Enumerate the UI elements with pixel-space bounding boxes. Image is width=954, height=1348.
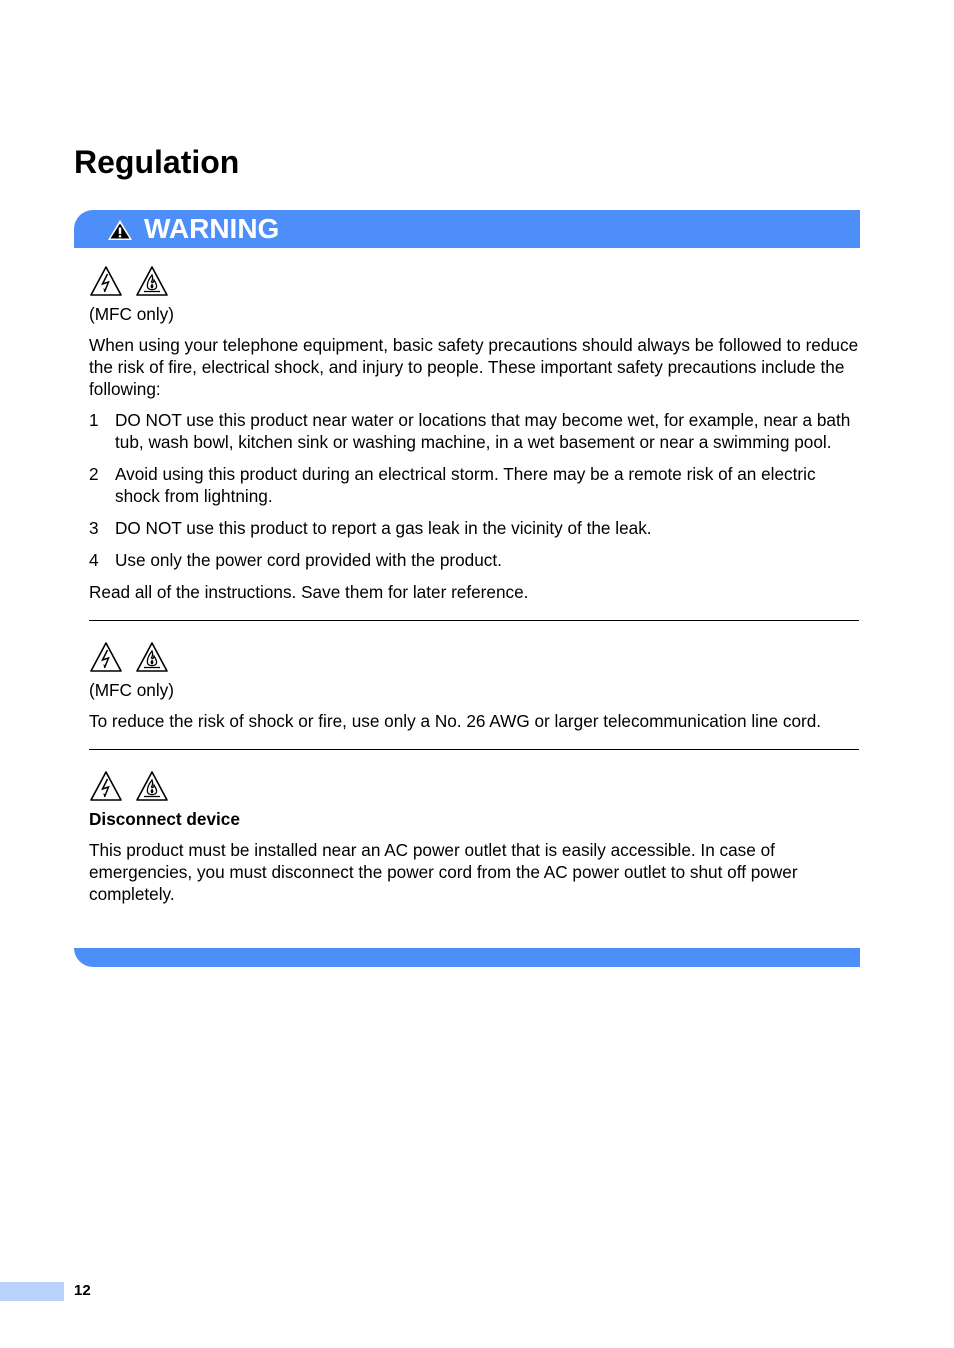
warning-section-3 xyxy=(89,770,859,905)
hazard-icons xyxy=(89,265,859,297)
safety-precautions-list xyxy=(89,409,859,571)
list-item-text: DO NOT use this product to report a gas leak in the vicinity of the leak. xyxy=(115,518,652,538)
list-item xyxy=(89,409,859,453)
list-item-number: 2 xyxy=(89,464,99,484)
list-item-number: 4 xyxy=(89,550,99,570)
list-item xyxy=(89,549,859,571)
list-item-text: Avoid using this product during an electrical storm. There may be a remote risk of an electric shock from lightning. xyxy=(115,464,816,506)
page-number: 12 xyxy=(74,1282,91,1299)
warning-banner xyxy=(74,210,860,248)
mfc-only-note: (MFC only) xyxy=(89,304,174,324)
line-cord-warning: To reduce the risk of shock or fire, use only a No. 26 AWG or larger telecommunication line cord. xyxy=(89,711,822,731)
list-item-number: 1 xyxy=(89,410,99,430)
section-divider xyxy=(89,749,859,750)
list-item-text: DO NOT use this product near water or locations that may become wet, for example, near a bath tub, wash bowl, kitchen sink or washing machine, in a wet basement or near a swimming pool. xyxy=(115,410,851,452)
warning-label: WARNING xyxy=(144,213,280,244)
fire-hazard-icon xyxy=(135,641,169,673)
section-divider xyxy=(89,620,859,621)
mfc-only-note: (MFC only) xyxy=(89,680,174,700)
list-item xyxy=(89,517,859,539)
safety-intro: When using your telephone equipment, basic safety precautions should always be followed to reduce the risk of fire, electrical shock, and injury to people. These important safety precautions include the following: xyxy=(89,335,859,399)
list-item-number: 3 xyxy=(89,518,99,538)
disconnect-device-heading: Disconnect device xyxy=(89,809,240,829)
warning-section-2 xyxy=(89,641,859,732)
electrical-shock-hazard-icon xyxy=(89,770,123,802)
warning-section-1 xyxy=(89,265,859,603)
electrical-shock-hazard-icon xyxy=(89,641,123,673)
page-title: Regulation xyxy=(74,144,240,180)
fire-hazard-icon xyxy=(135,770,169,802)
electrical-shock-hazard-icon xyxy=(89,265,123,297)
page-tab xyxy=(0,1282,64,1301)
list-item-text: Use only the power cord provided with the product. xyxy=(115,550,502,570)
warning-footer-bar xyxy=(74,948,860,967)
list-item xyxy=(89,463,859,507)
warning-content xyxy=(89,265,859,905)
hazard-icons xyxy=(89,641,859,673)
fire-hazard-icon xyxy=(135,265,169,297)
hazard-icons xyxy=(89,770,859,802)
warning-triangle-icon xyxy=(107,219,133,241)
safety-outro: Read all of the instructions. Save them for later reference. xyxy=(89,582,529,602)
disconnect-device-text: This product must be installed near an AC power outlet that is easily accessible. In case of emergencies, you must disconnect the power cord from the AC power outlet to shut off power completely. xyxy=(89,840,798,904)
